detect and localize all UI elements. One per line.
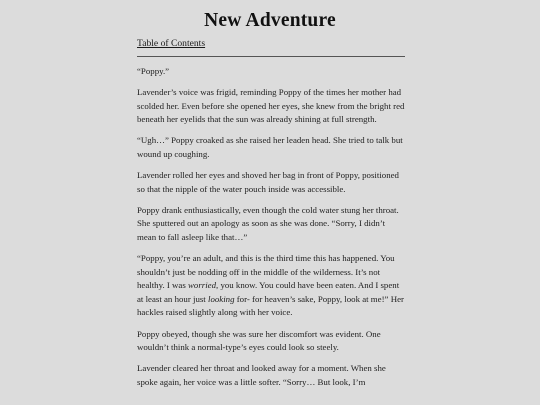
story-paragraph <box>137 362 405 389</box>
paragraph-text: Lavender’s voice was frigid, reminding Poppy of the times her mother had scolded her. Even before she opened her eyes, she knew from the bright red beneath her eyelids that the sun was already shining at full strength. <box>137 87 405 125</box>
paragraph-text: “Poppy.” <box>137 66 170 76</box>
paragraph-text: for- for heaven’s sake, Poppy, look at me!” Her hackles raised slightly along with her voice. <box>137 293 404 318</box>
paragraph-text: Lavender rolled her eyes and shoved her bag in front of Poppy, positioned so that the nipple of the water pouch inside was accessible. <box>137 170 399 194</box>
emphasis-text: looking <box>207 293 235 304</box>
story-paragraph <box>137 204 405 245</box>
emphasis-text: worried <box>188 280 217 291</box>
story-paragraph <box>137 65 405 79</box>
story-paragraph <box>137 86 405 127</box>
table-of-contents-link[interactable]: Table of Contents <box>137 38 206 49</box>
story-paragraph <box>137 169 405 196</box>
story-paragraph <box>137 134 405 161</box>
paragraph-text: “Poppy, you’re an adult, and this is the third time this has happened. You shouldn’t just be nodding off in the middle of the wilderness. It’s not healthy. I was <box>137 253 395 291</box>
page-title: New Adventure <box>204 10 336 31</box>
paragraph-text: , you know. You could have been eaten. And I spent at least an hour just <box>137 280 400 304</box>
story-text <box>137 65 405 397</box>
header-divider <box>137 56 405 57</box>
story-paragraph <box>137 252 405 320</box>
paragraph-text: Lavender cleared her throat and looked away for a moment. When she spoke again, her voice was a little softer. “Sorry… But look, I’m <box>137 363 386 387</box>
paragraph-text: Poppy obeyed, though she was sure her discomfort was evident. One wouldn’t think a normal-type’s eyes could look so steely. <box>137 328 381 353</box>
story-paragraph <box>137 328 405 355</box>
paragraph-text: Poppy drank enthusiastically, even though the cold water stung her throat. She sputtered out an apology as soon as she was done. “Sorry, I didn’t mean to fall asleep like that…” <box>137 204 399 242</box>
paragraph-text: “Ugh…” Poppy croaked as she raised her leaden head. She tried to talk but wound up coughing. <box>137 135 403 159</box>
